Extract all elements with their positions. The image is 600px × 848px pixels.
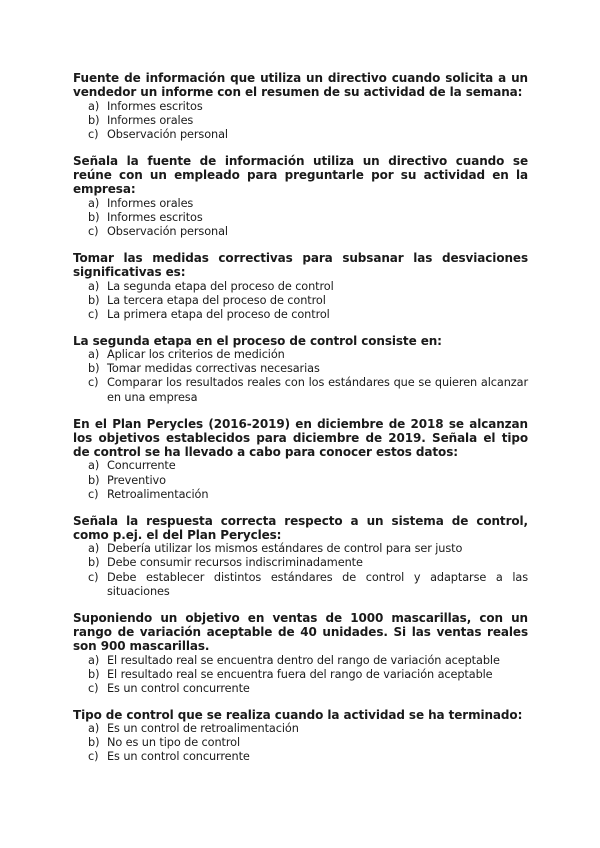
option-text: La tercera etapa del proceso de control: [107, 293, 326, 307]
question-6: [73, 514, 528, 599]
question-8: [73, 708, 528, 765]
option-letter: b): [88, 667, 100, 681]
question-stem: Suponiendo un objetivo en ventas de 1000 mascarillas, con un rango de variación aceptable de 40 unidades. Si las ventas reales son 900 mascarillas.: [73, 610, 528, 654]
option-letter: a): [88, 279, 100, 293]
option-b: [73, 474, 528, 488]
option-text: Informes orales: [107, 113, 194, 127]
option-text: Comparar los resultados reales con los estándares que se quieren alcanzar en una empresa: [107, 376, 528, 404]
option-a: [73, 654, 528, 668]
option-c: [73, 571, 528, 599]
option-letter: b): [88, 293, 100, 307]
option-letter: b): [88, 556, 100, 570]
option-text: La segunda etapa del proceso de control: [107, 279, 334, 293]
option-text: Es un control de retroalimentación: [107, 722, 299, 736]
option-text: Observación personal: [107, 127, 228, 141]
option-c: [73, 488, 528, 502]
question-stem: Señala la respuesta correcta respecto a un sistema de control, como p.ej. el del Plan Perycles:: [73, 513, 528, 543]
option-b: [73, 114, 528, 128]
question-stem: Tipo de control que se realiza cuando la actividad se ha terminado:: [73, 707, 523, 722]
document-page: [73, 71, 528, 776]
option-text: Preventivo: [107, 473, 166, 487]
options-list: [73, 722, 528, 764]
options-list: [73, 348, 528, 404]
options-list: [73, 654, 528, 696]
question-5: [73, 417, 528, 502]
option-letter: c): [88, 224, 99, 238]
option-letter: a): [88, 542, 100, 556]
option-text: Debería utilizar los mismos estándares de control para ser justo: [107, 542, 463, 556]
question-stem: Fuente de información que utiliza un directivo cuando solicita a un vendedor un informe con el resumen de su actividad de la semana:: [73, 71, 528, 100]
option-text: Informes orales: [107, 196, 194, 210]
question-2: [73, 154, 528, 239]
option-text: Aplicar los criterios de medición: [107, 348, 285, 362]
option-a: [73, 348, 528, 362]
option-text: No es un tipo de control: [107, 736, 241, 750]
option-a: [73, 459, 528, 473]
option-letter: c): [88, 487, 99, 501]
question-stem: Señala la fuente de información utiliza un directivo cuando se reúne con un empleado para preguntarle por su actividad en la empresa:: [73, 153, 528, 197]
option-text: Informes escritos: [107, 210, 203, 224]
option-text: El resultado real se encuentra fuera del rango de variación aceptable: [107, 667, 493, 681]
option-c: [73, 750, 528, 764]
option-a: [73, 197, 528, 211]
option-b: [73, 362, 528, 376]
option-letter: c): [88, 127, 99, 141]
option-letter: c): [88, 570, 99, 584]
option-letter: a): [88, 196, 100, 210]
question-stem: La segunda etapa en el proceso de control consiste en:: [73, 333, 442, 348]
option-a: [73, 280, 528, 294]
option-letter: b): [88, 113, 100, 127]
option-text: Observación personal: [107, 224, 228, 238]
option-text: Concurrente: [107, 459, 176, 473]
option-c: [73, 128, 528, 142]
option-c: [73, 308, 528, 322]
option-letter: a): [88, 653, 100, 667]
option-letter: b): [88, 736, 100, 750]
option-text: Es un control concurrente: [107, 681, 250, 695]
option-b: [73, 736, 528, 750]
options-list: [73, 100, 528, 142]
options-list: [73, 542, 528, 598]
option-a: [73, 542, 528, 556]
question-stem: Tomar las medidas correctivas para subsanar las desviaciones significativas es:: [73, 251, 528, 280]
option-letter: b): [88, 473, 100, 487]
question-7: [73, 611, 528, 696]
option-letter: c): [88, 750, 99, 764]
option-c: [73, 682, 528, 696]
option-a: [73, 100, 528, 114]
option-text: Debe establecer distintos estándares de control y adaptarse a las situaciones: [107, 570, 528, 598]
option-letter: a): [88, 459, 100, 473]
option-letter: a): [88, 99, 100, 113]
option-letter: c): [88, 376, 99, 390]
question-stem: En el Plan Perycles (2016-2019) en diciembre de 2018 se alcanzan los objetivos establecidos para diciembre de 2019. Señala el tipo de control se ha llevado a cabo para conocer estos datos:: [73, 416, 528, 460]
option-letter: b): [88, 362, 100, 376]
option-letter: c): [88, 681, 99, 695]
question-4: [73, 334, 528, 405]
option-text: Debe consumir recursos indiscriminadamente: [107, 556, 363, 570]
option-b: [73, 556, 528, 570]
option-b: [73, 294, 528, 308]
option-c: [73, 225, 528, 239]
option-letter: a): [88, 348, 100, 362]
option-a: [73, 722, 528, 736]
option-text: Retroalimentación: [107, 487, 209, 501]
options-list: [73, 280, 528, 322]
option-b: [73, 211, 528, 225]
option-letter: b): [88, 210, 100, 224]
options-list: [73, 459, 528, 501]
option-letter: c): [88, 307, 99, 321]
options-list: [73, 197, 528, 239]
option-b: [73, 668, 528, 682]
option-c: [73, 376, 528, 404]
option-text: Tomar medidas correctivas necesarias: [107, 362, 320, 376]
option-letter: a): [88, 722, 100, 736]
option-text: Informes escritos: [107, 99, 203, 113]
option-text: Es un control concurrente: [107, 750, 250, 764]
question-3: [73, 251, 528, 322]
option-text: La primera etapa del proceso de control: [107, 307, 330, 321]
option-text: El resultado real se encuentra dentro del rango de variación aceptable: [107, 653, 500, 667]
question-1: [73, 71, 528, 142]
